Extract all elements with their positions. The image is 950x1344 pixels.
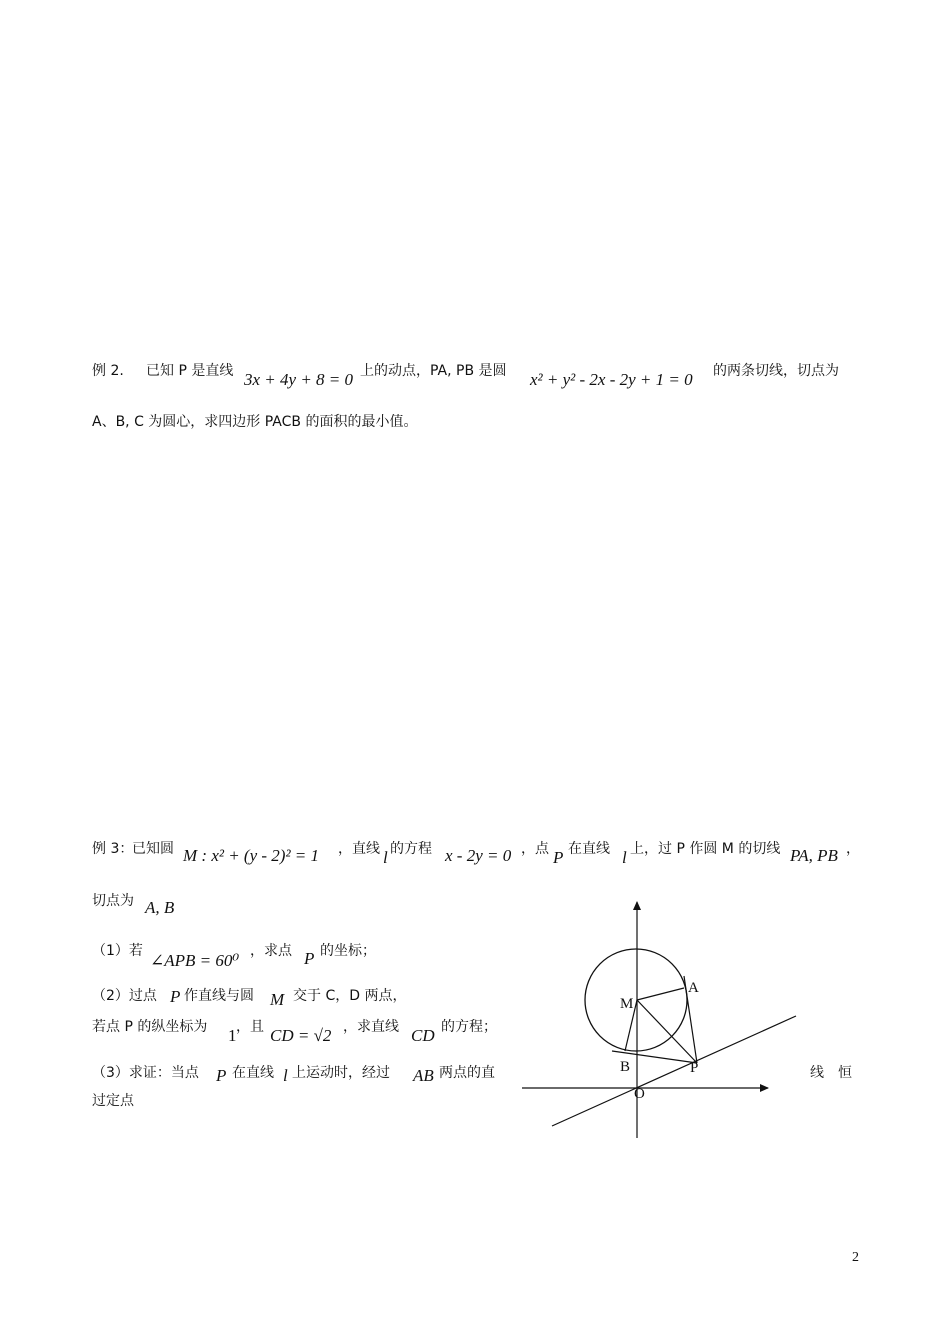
page-number: 2 [852,1250,859,1265]
symbol-l: l [283,1066,288,1085]
symbol-p: P [304,949,315,968]
question-1: （1）若 [92,943,143,959]
symbol-p: P [170,987,181,1006]
question-2: ，求直线 [343,1019,399,1035]
example-3-text: 切点为 [92,893,134,909]
label-a: A [688,980,699,996]
question-2: （2）过点 [92,988,157,1004]
symbol-p: P [216,1066,227,1085]
example-3-text: ， [846,841,860,857]
label-o: O [634,1086,645,1102]
question-3: 在直线 [232,1065,274,1081]
question-3: 线 恒 [810,1065,852,1081]
label-m: M [620,996,634,1012]
example-2-line-2: A、B, C 为圆心，求四边形 PACB 的面积的最小值。 [92,414,418,430]
question-3: 上运动时，经过 [292,1065,390,1081]
example-3-label: 例 3： [92,841,134,857]
points-ab: A, B [145,898,175,917]
question-3: 两点的直 [439,1065,495,1081]
label-b: B [620,1059,631,1075]
value-one: 1 [228,1026,237,1045]
question-2: 作直线与圆 [184,988,254,1004]
symbol-l: l [383,848,388,867]
question-3: 过定点 [92,1093,134,1109]
symbol-p: P [553,848,564,867]
line-equation: 3x + 4y + 8 = 0 [244,370,354,389]
example-3-text: 上，过 P 作圆 M 的切线 [630,841,781,857]
circle-m-equation: M : x² + (y - 2)² = 1 [183,846,320,865]
cd-length: CD = √2 [270,1026,332,1045]
question-2: 交于 C，D 两点， [293,988,407,1004]
question-3: （3）求证：当点 [92,1065,199,1081]
example-2-label: 例 2. [92,363,124,379]
question-2: 的方程； [441,1019,497,1035]
line-l [552,1016,796,1126]
chord-ab: AB [413,1066,434,1085]
symbol-m: M [270,990,285,1009]
question-1: 的坐标； [320,943,376,959]
tangents-pa-pb: PA, PB [790,846,838,865]
line-cd: CD [411,1026,435,1045]
example-3-text: ，点 [521,841,549,857]
symbol-l: l [622,848,627,867]
example-3-text: ，直线 [338,841,380,857]
circle-equation: x² + y² - 2x - 2y + 1 = 0 [530,370,693,389]
question-2: 若点 P 的纵坐标为 [92,1019,208,1035]
example-2-text: 上的动点，PA, PB 是圆 [360,363,507,379]
example-2-text: 的两条切线，切点为 [713,363,839,379]
angle-apb: ∠APB = 60⁰ [150,951,240,970]
line-l-equation: x - 2y = 0 [445,846,512,865]
label-p: P [690,1060,699,1076]
question-1: ，求点 [250,943,292,959]
question-2: ，且 [236,1019,264,1035]
segment-ma [637,988,684,1000]
example-2-text: 已知 P 是直线 [146,363,234,379]
example-3-text: 在直线 [568,841,610,857]
segment-mp [637,1000,697,1063]
example-3-text: 的方程 [390,841,432,857]
example-3-text: 已知圆 [132,841,174,857]
